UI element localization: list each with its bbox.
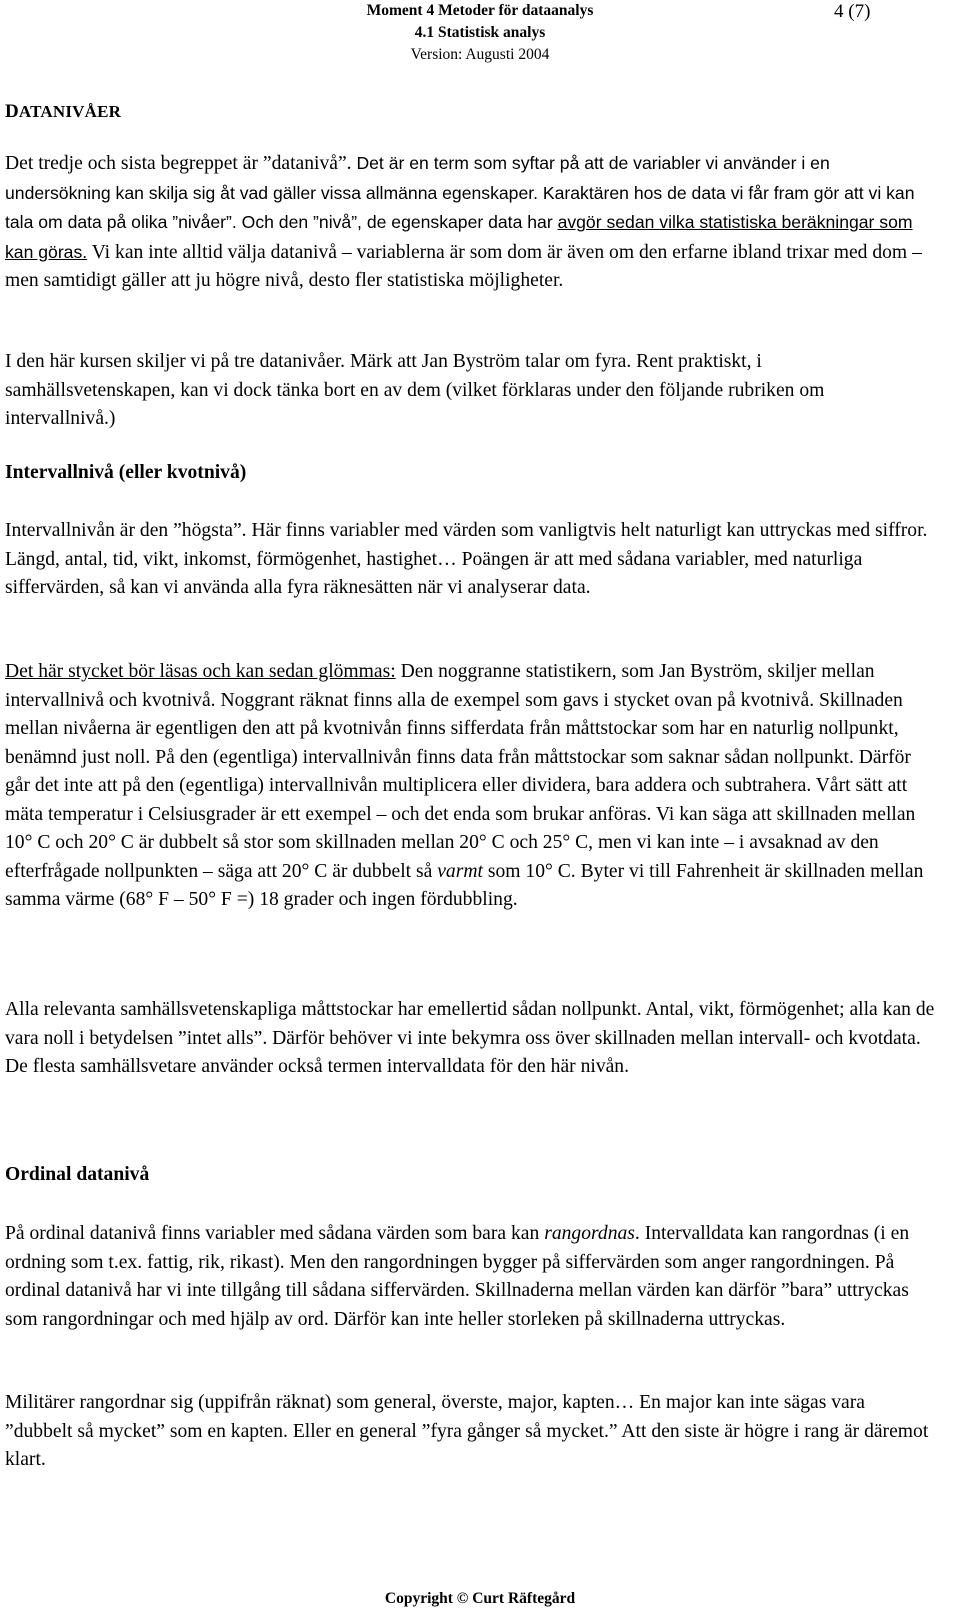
heading-rest: ATANIVÅER	[18, 102, 122, 121]
paragraph-interval-definition: Intervallnivån är den ”högsta”. Här finns variabler med värden som vanligtvis helt naturligt kan uttryckas med siffror. Längd, antal, tid, vikt, inkomst, förmögenhet, hastighet… Poängen är att med sådana variabler, med naturliga siffervärden, så kan vi använda alla fyra räknesätten när vi analyserar data.	[5, 520, 928, 598]
paragraph-three-levels: I den här kursen skiljer vi på tre datanivåer. Märk att Jan Byström talar om fyra. Rent praktiskt, i samhällsvetenskapen, kan vi dock tänka bort en av dem (vilket förklaras under den följande rubriken om intervallnivå.)	[5, 351, 825, 429]
heading-intervallniva: Intervallnivå (eller kvotnivå)	[5, 462, 247, 483]
section-heading-datanivaer	[5, 101, 121, 123]
paragraph-ordinal-definition	[5, 1220, 935, 1334]
heading-ordinal-dataniva: Ordinal datanivå	[5, 1164, 150, 1185]
intro-serif-start: Det tredje och sista begreppet är ”datanivå”.	[5, 153, 357, 174]
page-number: 4 (7)	[834, 1, 871, 22]
paragraph-interval-vs-ratio	[5, 658, 935, 915]
intro-sans-text: Det är en term som syftar på att de variabler vi använder i en undersökning kan skilja sig åt vad gäller vissa allmänna egenskaper. Karaktären hos de data vi får fram gör att vi kan tala om data på olika ”nivåer”. Och den ”nivå”, de egenskaper data har	[5, 153, 915, 232]
paragraph-military-ranks: Militärer rangordnar sig (uppifrån räknat) som general, överste, major, kapten… En major kan inte sägas vara ”dubbelt så mycket” som en kapten. Eller en general ”fyra gånger så mycket.” Att den siste är högre i rang är däremot klart.	[5, 1392, 929, 1470]
note-text-b: som 10° C. Byter vi till Fahrenheit är skillnaden mellan samma värme (68° F – 50° F =) 18 grader och ingen fördubbling.	[5, 860, 924, 910]
header-version: Version: Augusti 2004	[410, 46, 550, 63]
note-underlined: Det här stycket bör läsas och kan sedan glömmas:	[5, 661, 396, 682]
header-section-title: 4.1 Statistisk analys	[414, 24, 546, 41]
heading-initial: D	[5, 101, 19, 122]
header-course-title: Moment 4 Metoder för dataanalys	[366, 2, 594, 19]
ordinal-text-a: På ordinal datanivå finns variabler med sådana värden som bara kan	[5, 1223, 545, 1244]
intro-underlined-text: avgör sedan vilka statistiska beräkningar som kan göras.	[5, 212, 913, 262]
note-italic-word: varmt	[437, 860, 483, 882]
ordinal-text-b: . Intervalldata kan rangordnas (i en ordning som t.ex. fattig, rik, rikast). Men den rangordningen bygger på siffervärden som anger rangordningen. På ordinal datanivå har vi inte tillgång till sådana siffervärden. Skillnaderna mellan värden kan därför ”bara” uttryckas som rangordningar och med hjälp av ord. Därför kan inte heller storleken på skillnaderna uttryckas.	[5, 1223, 910, 1330]
paragraph-intro	[5, 149, 935, 296]
footer-copyright: Copyright © Curt Räftegård	[384, 1590, 576, 1607]
note-text-a: Den noggranne statistikern, som Jan Byström, skiljer mellan intervallnivå och kvotnivå. Noggrant räknat finns alla de exempel som gavs i stycket ovan på kvotnivå. Skillnaden mellan nivåerna är egentligen den att på kvotnivån finns sifferdata från måttstockar som har en naturlig nollpunkt, benämnd just noll. På den (egentliga) intervallnivån finns data från måttstockar som saknar sådan nollpunkt. Därför går det inte att på den (egentliga) intervallnivån multiplicera eller dividera, bara addera och subtrahera. Vårt sätt att mäta temperatur i Celsiusgrader är ett exempel – och det enda som brukar anföras. Vi kan säga att skillnaden mellan 10° C och 20° C är dubbelt så stor som skillnaden mellan 20° C och 25° C, men vi kan inte – i avsaknad av den efterfrågade nollpunkten – säga att 20° C är dubbelt så	[5, 661, 916, 882]
ordinal-italic-word: rangordnas	[544, 1223, 635, 1244]
paragraph-social-science-scales: Alla relevanta samhällsvetenskapliga måttstockar har emellertid sådan nollpunkt. Antal, vikt, förmögenhet; alla kan de vara noll i betydelsen ”intet alls”. Därför behöver vi inte bekymra oss över skillnaden mellan intervall- och kvotdata. De flesta samhällsvetare använder också termen intervalldata för den här nivån.	[5, 999, 935, 1077]
intro-serif-end: Vi kan inte alltid välja datanivå – variablerna är som dom är även om den erfarne ibland trixar med dom – men samtidigt gäller att ju högre nivå, desto fler statistiska möjligheter.	[5, 241, 922, 291]
